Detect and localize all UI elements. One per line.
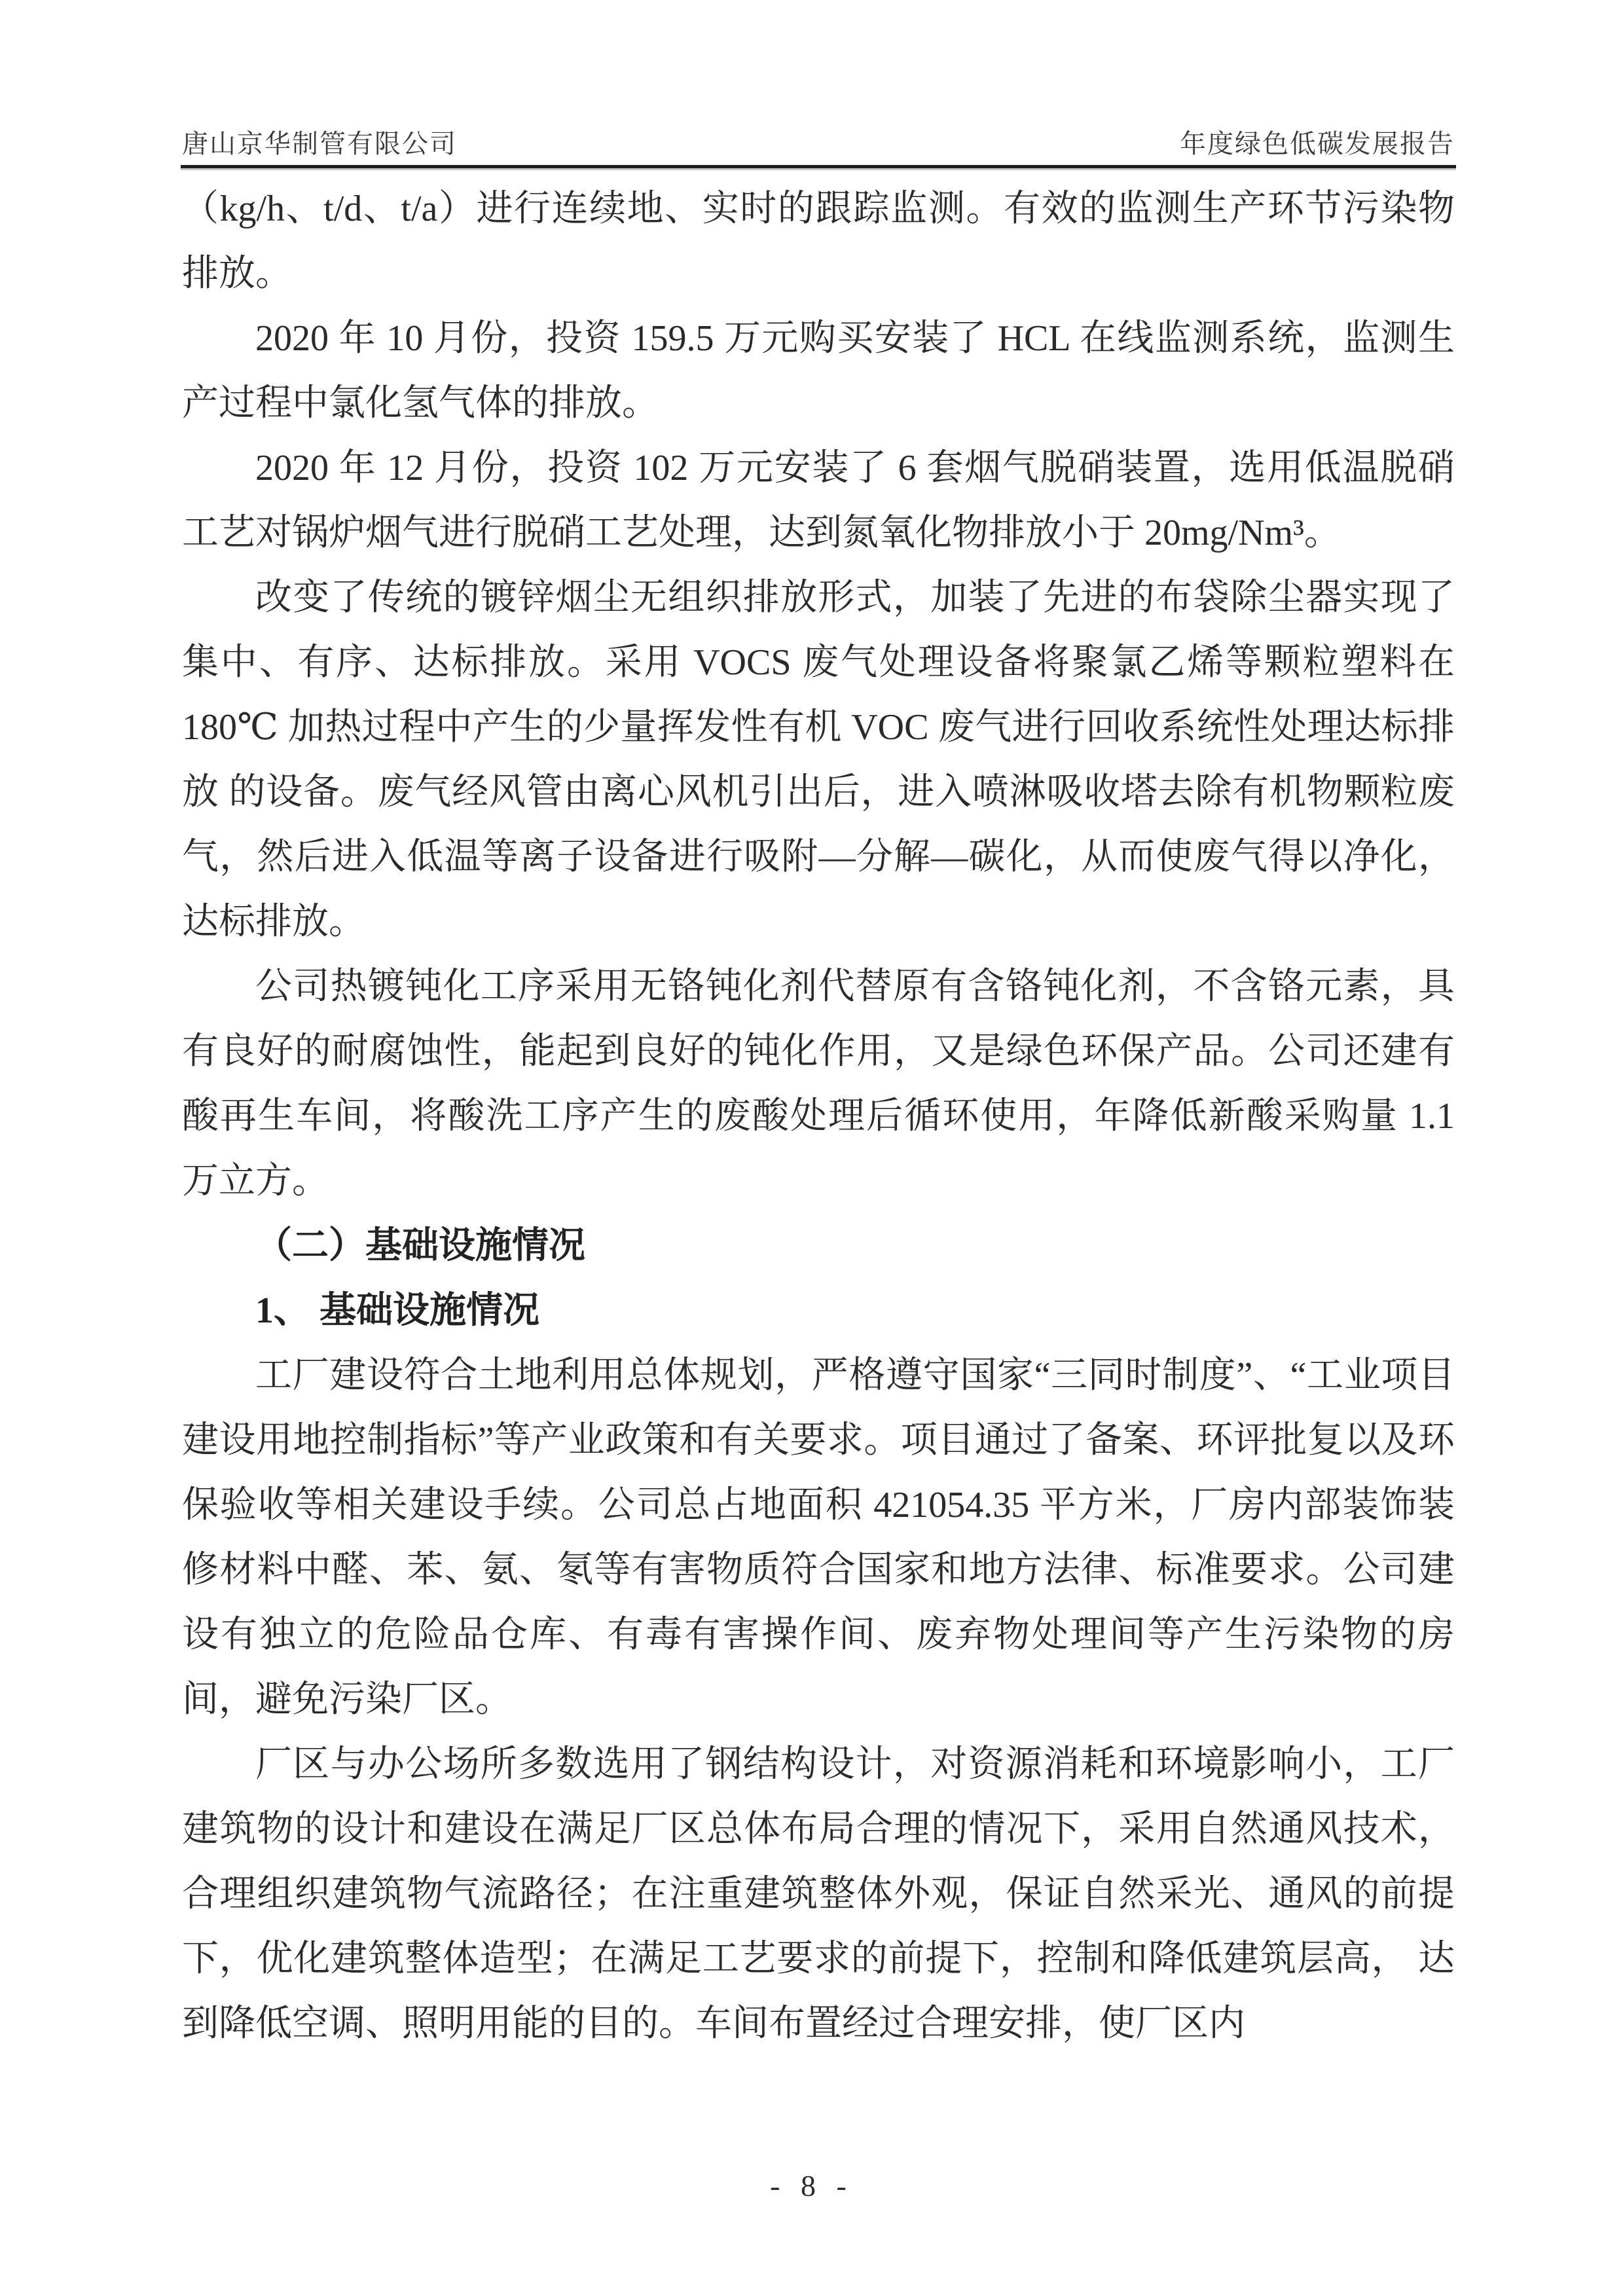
paragraph: 公司热镀钝化工序采用无铬钝化剂代替原有含铬钝化剂，不含铬元素，具有良好的耐腐蚀性，能起到良好的钝化作用，又是绿色环保产品。公司还建有酸再生车间，将酸洗工序产生的废酸处理后循环使用，年降低新酸采购量 1.1 万立方。 bbox=[182, 966, 1455, 1201]
paragraph: （kg/h、t/d、t/a）进行连续地、实时的跟踪监测。有效的监测生产环节污染物排放。 bbox=[182, 189, 1455, 294]
page-header bbox=[182, 123, 1455, 160]
section-heading: （二）基础设施情况 bbox=[255, 1226, 585, 1266]
header-report-title: 年度绿色低碳发展报告 bbox=[1180, 129, 1455, 158]
paragraph: 工厂建设符合土地利用总体规划，严格遵守国家“三同时制度”、“工业项目建设用地控制指标”等产业政策和有关要求。项目通过了备案、环评批复以及环保验收等相关建设手续。公司总占地面积 421054.35 平方米，厂房内部装饰装修材料中醛、苯、氨、氡等有害物质符合国家和地方法律、标准要求。公司建设有独立的危险品仓库、有毒有害操作间、废弃物处理间等产生污染物的房间，避免污染厂区。 bbox=[182, 1355, 1455, 1720]
sub-heading: 1、 基础设施情况 bbox=[255, 1290, 539, 1331]
paragraph: 2020 年 12 月份，投资 102 万元安装了 6 套烟气脱硝装置，选用低温脱硝工艺对锅炉烟气进行脱硝工艺处理，达到氮氧化物排放小于 20mg/Nm³。 bbox=[182, 448, 1455, 553]
paragraph: 2020 年 10 月份，投资 159.5 万元购买安装了 HCL 在线监测系统，监测生产过程中氯化氢气体的排放。 bbox=[182, 318, 1455, 424]
header-rule bbox=[181, 165, 1456, 168]
page-number: - 8 - bbox=[770, 2169, 853, 2202]
paragraph: 厂区与办公场所多数选用了钢结构设计，对资源消耗和环境影响小，工厂建筑物的设计和建设在满足厂区总体布局合理的情况下，采用自然通风技术，合理组织建筑物气流路径；在注重建筑整体外观，保证自然采光、通风的前提下，优化建筑整体造型；在满足工艺要求的前提下，控制和降低建筑层高， 达到降低空调、照明用能的目的。车间布置经过合理安排，使厂区内 bbox=[182, 1744, 1455, 2044]
document-body bbox=[182, 177, 1455, 2056]
header-company-name: 唐山京华制管有限公司 bbox=[182, 129, 457, 158]
paragraph: 改变了传统的镀锌烟尘无组织排放形式，加装了先进的布袋除尘器实现了集中、有序、达标排放。采用 VOCS 废气处理设备将聚氯乙烯等颗粒塑料在 180℃ 加热过程中产生的少量挥发性有机 VOC 废气进行回收系统性处理达标排放 的设备。废气经风管由离心风机引出后，进入喷淋吸收塔去除有机物颗粒废气，然后进入低温等离子设备进行吸附—分解—碳化，从而使废气得以净化，达标排放。 bbox=[182, 577, 1455, 942]
page-footer bbox=[0, 2168, 1623, 2203]
